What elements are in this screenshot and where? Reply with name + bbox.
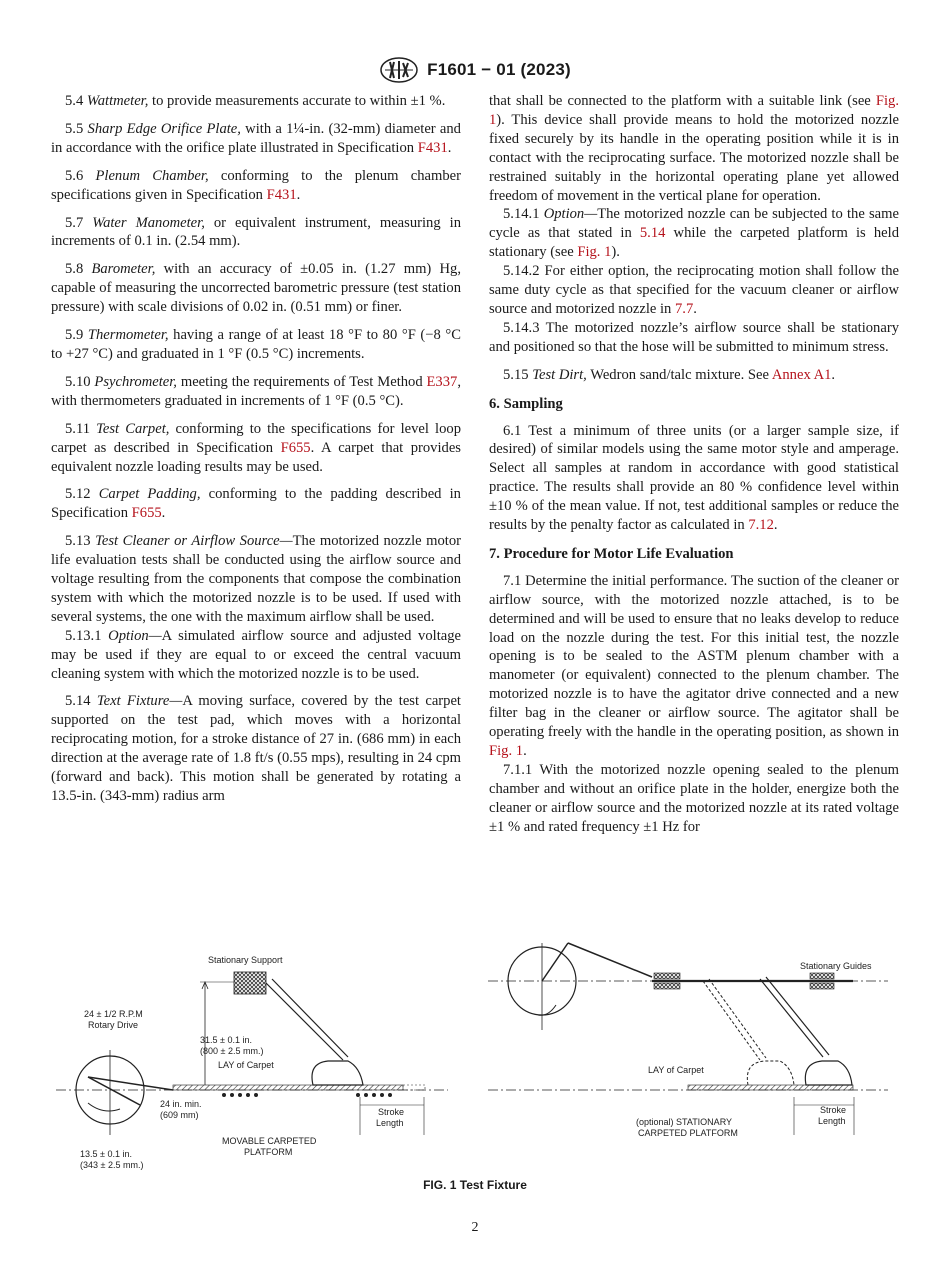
ref-link[interactable]: F655 [280,439,311,456]
right-column [489,92,899,846]
rotation-arrow-icon-right [538,1005,556,1015]
stationary-support-block [234,972,266,994]
ref-link[interactable]: E337 [426,373,458,390]
label-height-mm: (800 ± 2.5 mm.) [200,1046,264,1056]
ref-link[interactable]: F655 [131,505,162,522]
paragraph-5-13: 5.13 Test Cleaner or Airflow Source—The motorized nozzle motor life evaluation tests shall be conducted using the airflow source and voltage resulting from the components that compose the combination system with which the motorized nozzle is to be used. If used with several systems, the one with the maximum airflow shall be used. [51,533,462,625]
ref-link[interactable]: 7.12 [748,517,774,534]
paragraph-5-9: 5.9 Thermometer, having a range of at least 18 °F to 80 °F (−8 °C to +27 °C) and graduated in 1 °F (0.5 °C) increments. [51,327,461,362]
label-length-left: Length [376,1118,404,1128]
label-rpm: 24 ± 1/2 R.P.M [84,1009,143,1019]
paragraph-5-14-1: 5.14.1 Option—The motorized nozzle can be subjected to the same cycle as that stated in 5.14 while the carpeted platform is held stationary (see Fig. 1). [489,206,899,261]
label-min-mm: (609 mm) [160,1110,199,1120]
section-heading-6: 6. Sampling [489,395,563,412]
motorized-nozzle-right [805,1061,852,1085]
paragraph-5-15: 5.15 Test Dirt, Wedron sand/talc mixture. See Annex A1. [503,366,836,383]
ref-link[interactable]: Fig. 1 [577,244,612,261]
paragraph-5-7: 5.7 Water Manometer, or equivalent instrument, measuring in increments of 0.1 in. (2.54 mm). [51,214,461,250]
ref-link[interactable]: Fig. 1 [489,743,524,759]
page-number: 2 [471,1220,479,1235]
label-stroke-left: Stroke [378,1107,405,1117]
standard-designation: F1601 − 01 (2023) [427,60,571,79]
right-diagram [488,943,888,1138]
stationary-guide-block [810,973,834,979]
section-heading-7: 7. Procedure for Motor Life Evaluation [489,545,734,562]
paragraph-5-14: 5.14 Text Fixture—A moving surface, covered by the test carpet supported on the test pad, which moves with a horizontal reciprocating motion, for a stroke distance of 27 in. (686 mm) in each direction at the average rate of 1.8 ft/s (0.55 mps), resulting in 24 cpm (forward and back). This motion shall be generated by rotating a 13.5-in. (343-mm) radius arm [51,693,461,804]
label-lay-of-carpet-right: LAY of Carpet [648,1065,704,1075]
label-carpeted-platform: CARPETED PLATFORM [638,1128,738,1138]
carpet-platform [173,1085,403,1090]
label-rotary-drive: Rotary Drive [88,1020,139,1030]
paragraph-7-1-1: 7.1.1 With the motorized nozzle opening sealed to the plenum chamber and without an orifice plate in the holder, energize both the cleaner or airflow source and the motorized nozzle at its rated voltage ±1 % and rated frequency ±1 Hz for [489,761,900,835]
label-movable-platform: MOVABLE CARPETED [222,1136,317,1146]
paragraph-5-13-1: 5.13.1 Option—A simulated airflow source and adjusted voltage may be used if they are equal to or exceed the central vacuum cleaning system with which the motorized nozzle is to be used. [51,627,461,682]
paragraph-5-11: 5.11 Test Carpet, conforming to the specifications for level loop carpet as described in Specification F655. A carpet that provides equivalent nozzle loading results may be used. [51,420,461,475]
label-stroke-right: Stroke [820,1105,847,1115]
ref-link[interactable]: 5.14 [639,225,666,242]
ref-link[interactable]: F431 [417,139,448,156]
paragraph-5-14-continued: that shall be connected to the platform with a suitable link (see Fig. 1). This device shall provide means to hold the motorized nozzle fixed securely by its handle in the operating position while it is in contact with the reciprocating surface. The motorized nozzle shall be restrained suitably in the horizontal operating plane yet allowed freedom of movement in the vertical plane for operation. [489,93,899,204]
paragraph-5-8: 5.8 Barometer, with an accuracy of ±0.05 in. (1.27 mm) Hg, capable of measuring the uncorrected barometric pressure (test station pressure) with scale divisions of 0.02 in. (0.51 mm) or finer. [51,261,461,316]
astm-logo-icon [379,56,419,84]
paragraph-7-1: 7.1 Determine the initial performance. The suction of the cleaner or airflow source, with the motorized nozzle attached, is to be determined and will be used to ensure that no leaks develop to reduce load on the nozzle during the test. For this initial test, the nozzle opening is to be sealed to the ASTM plenum chamber with a manometer (or equivalent) connected to the plenum chamber. The motorized nozzle is to have the agitator drive connected and a new filter bag in the cleaner or airflow source. The agitator shall be operating freely with the handle in the operating position, as shown in Fig. 1. [489,572,899,759]
ref-link[interactable]: F431 [266,186,297,203]
label-lay-of-carpet-left: LAY of Carpet [218,1060,274,1070]
paragraph-5-10: 5.10 Psychrometer, meeting the requirements of Test Method E337, with thermometers graduated in increments of 1 °F (0.5 °C). [51,373,461,409]
paragraph-5-4: 5.4 Wattmeter, to provide measurements accurate to within ±1 %. [65,93,446,109]
label-stationary-guides: Stationary Guides [800,961,872,971]
left-column [51,92,461,815]
label-radius-mm: (343 ± 2.5 mm.) [80,1160,144,1170]
paragraph-5-14-3: 5.14.3 The motorized nozzle’s airflow source shall be stationary and positioned so that the hose will be submitted to minimum stress. [489,319,899,355]
stationary-carpet [688,1085,853,1090]
ref-link[interactable]: 7.7 [675,300,694,317]
nozzle-handle-edge [272,979,348,1057]
page-header [0,56,950,84]
paragraph-5-12: 5.12 Carpet Padding, conforming to the padding described in Specification F655. [51,486,461,522]
label-radius-in: 13.5 ± 0.1 in. [80,1149,132,1159]
label-optional-stationary: (optional) STATIONARY [636,1117,733,1127]
paragraph-5-5: 5.5 Sharp Edge Orifice Plate, with a 1¼-in. (32-mm) diameter and in accordance with the orifice plate illustrated in Specification F431. [51,120,461,156]
label-min-in: 24 in. min. [160,1099,202,1109]
label-stationary-support: Stationary Support [208,955,283,965]
figure-test-fixture [48,935,908,1175]
nozzle-handle [266,983,343,1060]
ref-link[interactable]: Fig. 1 [489,93,899,128]
fixture-diagram [48,935,908,1175]
label-platform: PLATFORM [244,1147,293,1157]
label-height-in: 31.5 ± 0.1 in. [200,1035,252,1045]
left-diagram [56,955,448,1170]
motorized-nozzle [312,1061,363,1085]
paragraph-5-14-2: 5.14.2 For either option, the reciprocating motion shall follow the same duty cycle as that specified for the vacuum cleaner or airflow source and motorized nozzle in 7.7. [489,263,899,317]
figure-caption: FIG. 1 Test Fixture [423,1178,527,1192]
nozzle-ghost [747,1061,794,1085]
platform-wheels [222,1093,392,1097]
rotation-arrow-icon [88,1103,120,1111]
ref-link[interactable]: Annex A1 [771,366,832,383]
platform-extension [403,1085,425,1090]
paragraph-5-6: 5.6 Plenum Chamber, conforming to the plenum chamber specifications given in Specification F431. [51,167,461,203]
paragraph-6-1: 6.1 Test a minimum of three units (or a larger sample size, if desired) of similar models using the same motor style and amperage. Select all samples at random in accordance with good statistical practice. The results shall provide an 80 % confidence level within ±10 % of the mean value. If not, test additional samples or reduce the results by the penalty factor as calculated in 7.12. [489,422,899,534]
label-length-right: Length [818,1116,846,1126]
